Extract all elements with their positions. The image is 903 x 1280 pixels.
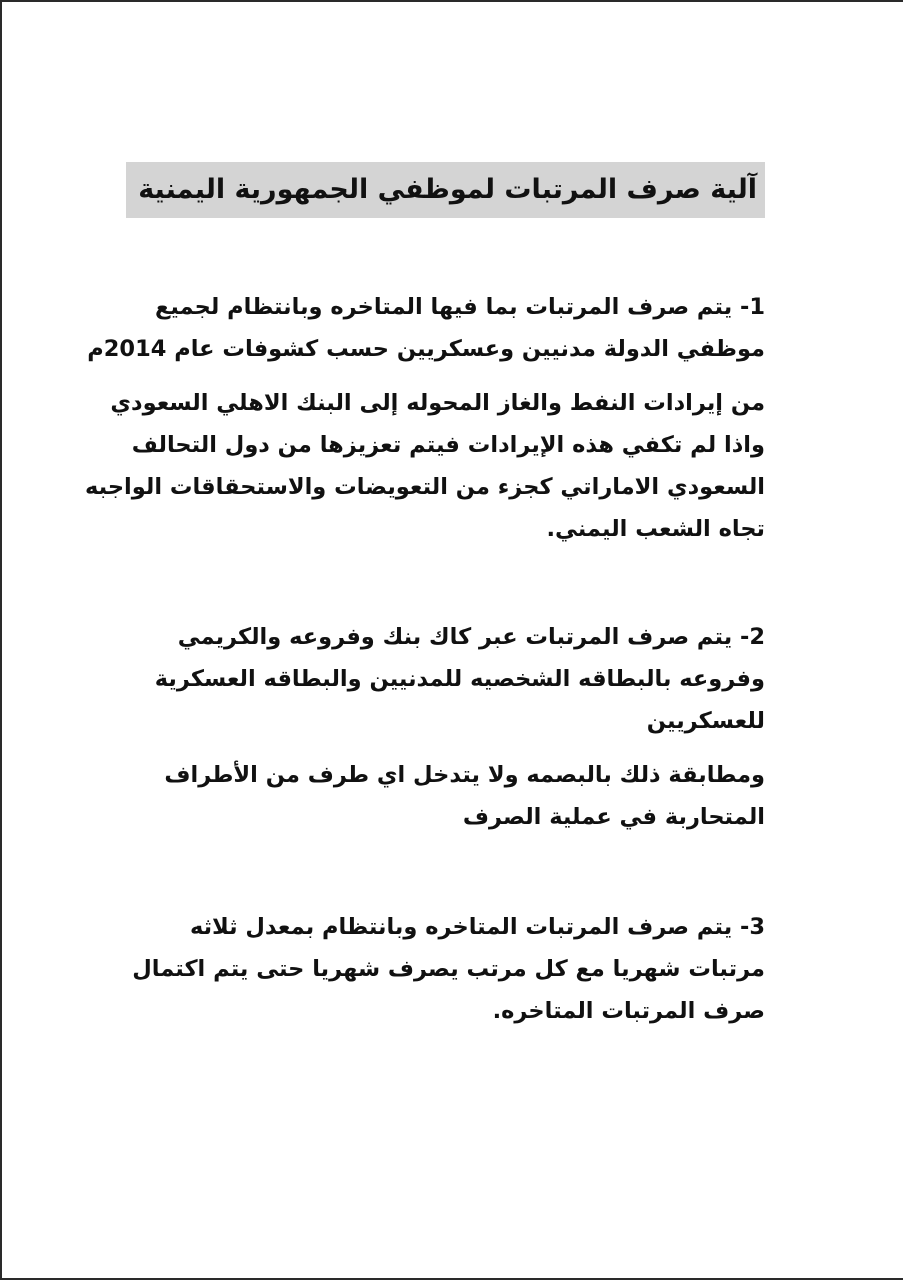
paragraph-1-continued-line-3: السعودي الاماراتي كجزء من التعويضات والاستحقاقات الواجبه — [85, 474, 765, 500]
paragraph-1-continued-line-4: تجاه الشعب اليمني. — [546, 516, 765, 542]
paragraph-3-line-1: 3- يتم صرف المرتبات المتاخره وبانتظام بمعدل ثلاثه — [189, 914, 765, 940]
paragraph-2-continued — [132, 754, 765, 838]
paragraph-2 — [132, 616, 765, 742]
paragraph-1-continued-line-1: من إيرادات النفط والغاز المحوله إلى البنك الاهلي السعودي — [110, 390, 765, 416]
document-title: آلية صرف المرتبات لموظفي الجمهورية اليمنية — [126, 162, 765, 218]
paragraph-1-line-1: 1- يتم صرف المرتبات بما فيها المتاخره وبانتظام لجميع — [155, 294, 765, 320]
paragraph-1-continued-line-2: واذا لم تكفي هذه الإيرادات فيتم تعزيزها من دول التحالف — [131, 432, 765, 458]
paragraph-3-line-2: مرتبات شهريا مع كل مرتب يصرف شهريا حتى يتم اكتمال — [132, 956, 765, 982]
paragraph-3-line-3: صرف المرتبات المتاخره. — [492, 998, 765, 1024]
paragraph-2-line-2: وفروعه بالبطاقه الشخصيه للمدنيين والبطاقه العسكرية — [154, 666, 765, 692]
paragraph-1-continued — [85, 382, 765, 550]
paragraph-2-continued-line-1: ومطابقة ذلك بالبصمه ولا يتدخل اي طرف من الأطراف — [164, 762, 765, 788]
paragraph-3 — [132, 906, 765, 1032]
paragraph-2-continued-line-2: المتحاربة في عملية الصرف — [462, 804, 765, 830]
paragraph-2-line-1: 2- يتم صرف المرتبات عبر كاك بنك وفروعه والكريمي — [177, 624, 765, 650]
paragraph-1 — [87, 286, 765, 370]
paragraph-2-line-3: للعسكريين — [646, 708, 765, 734]
paragraph-1-line-2: موظفي الدولة مدنيين وعسكريين حسب كشوفات عام 2014م — [87, 336, 765, 362]
